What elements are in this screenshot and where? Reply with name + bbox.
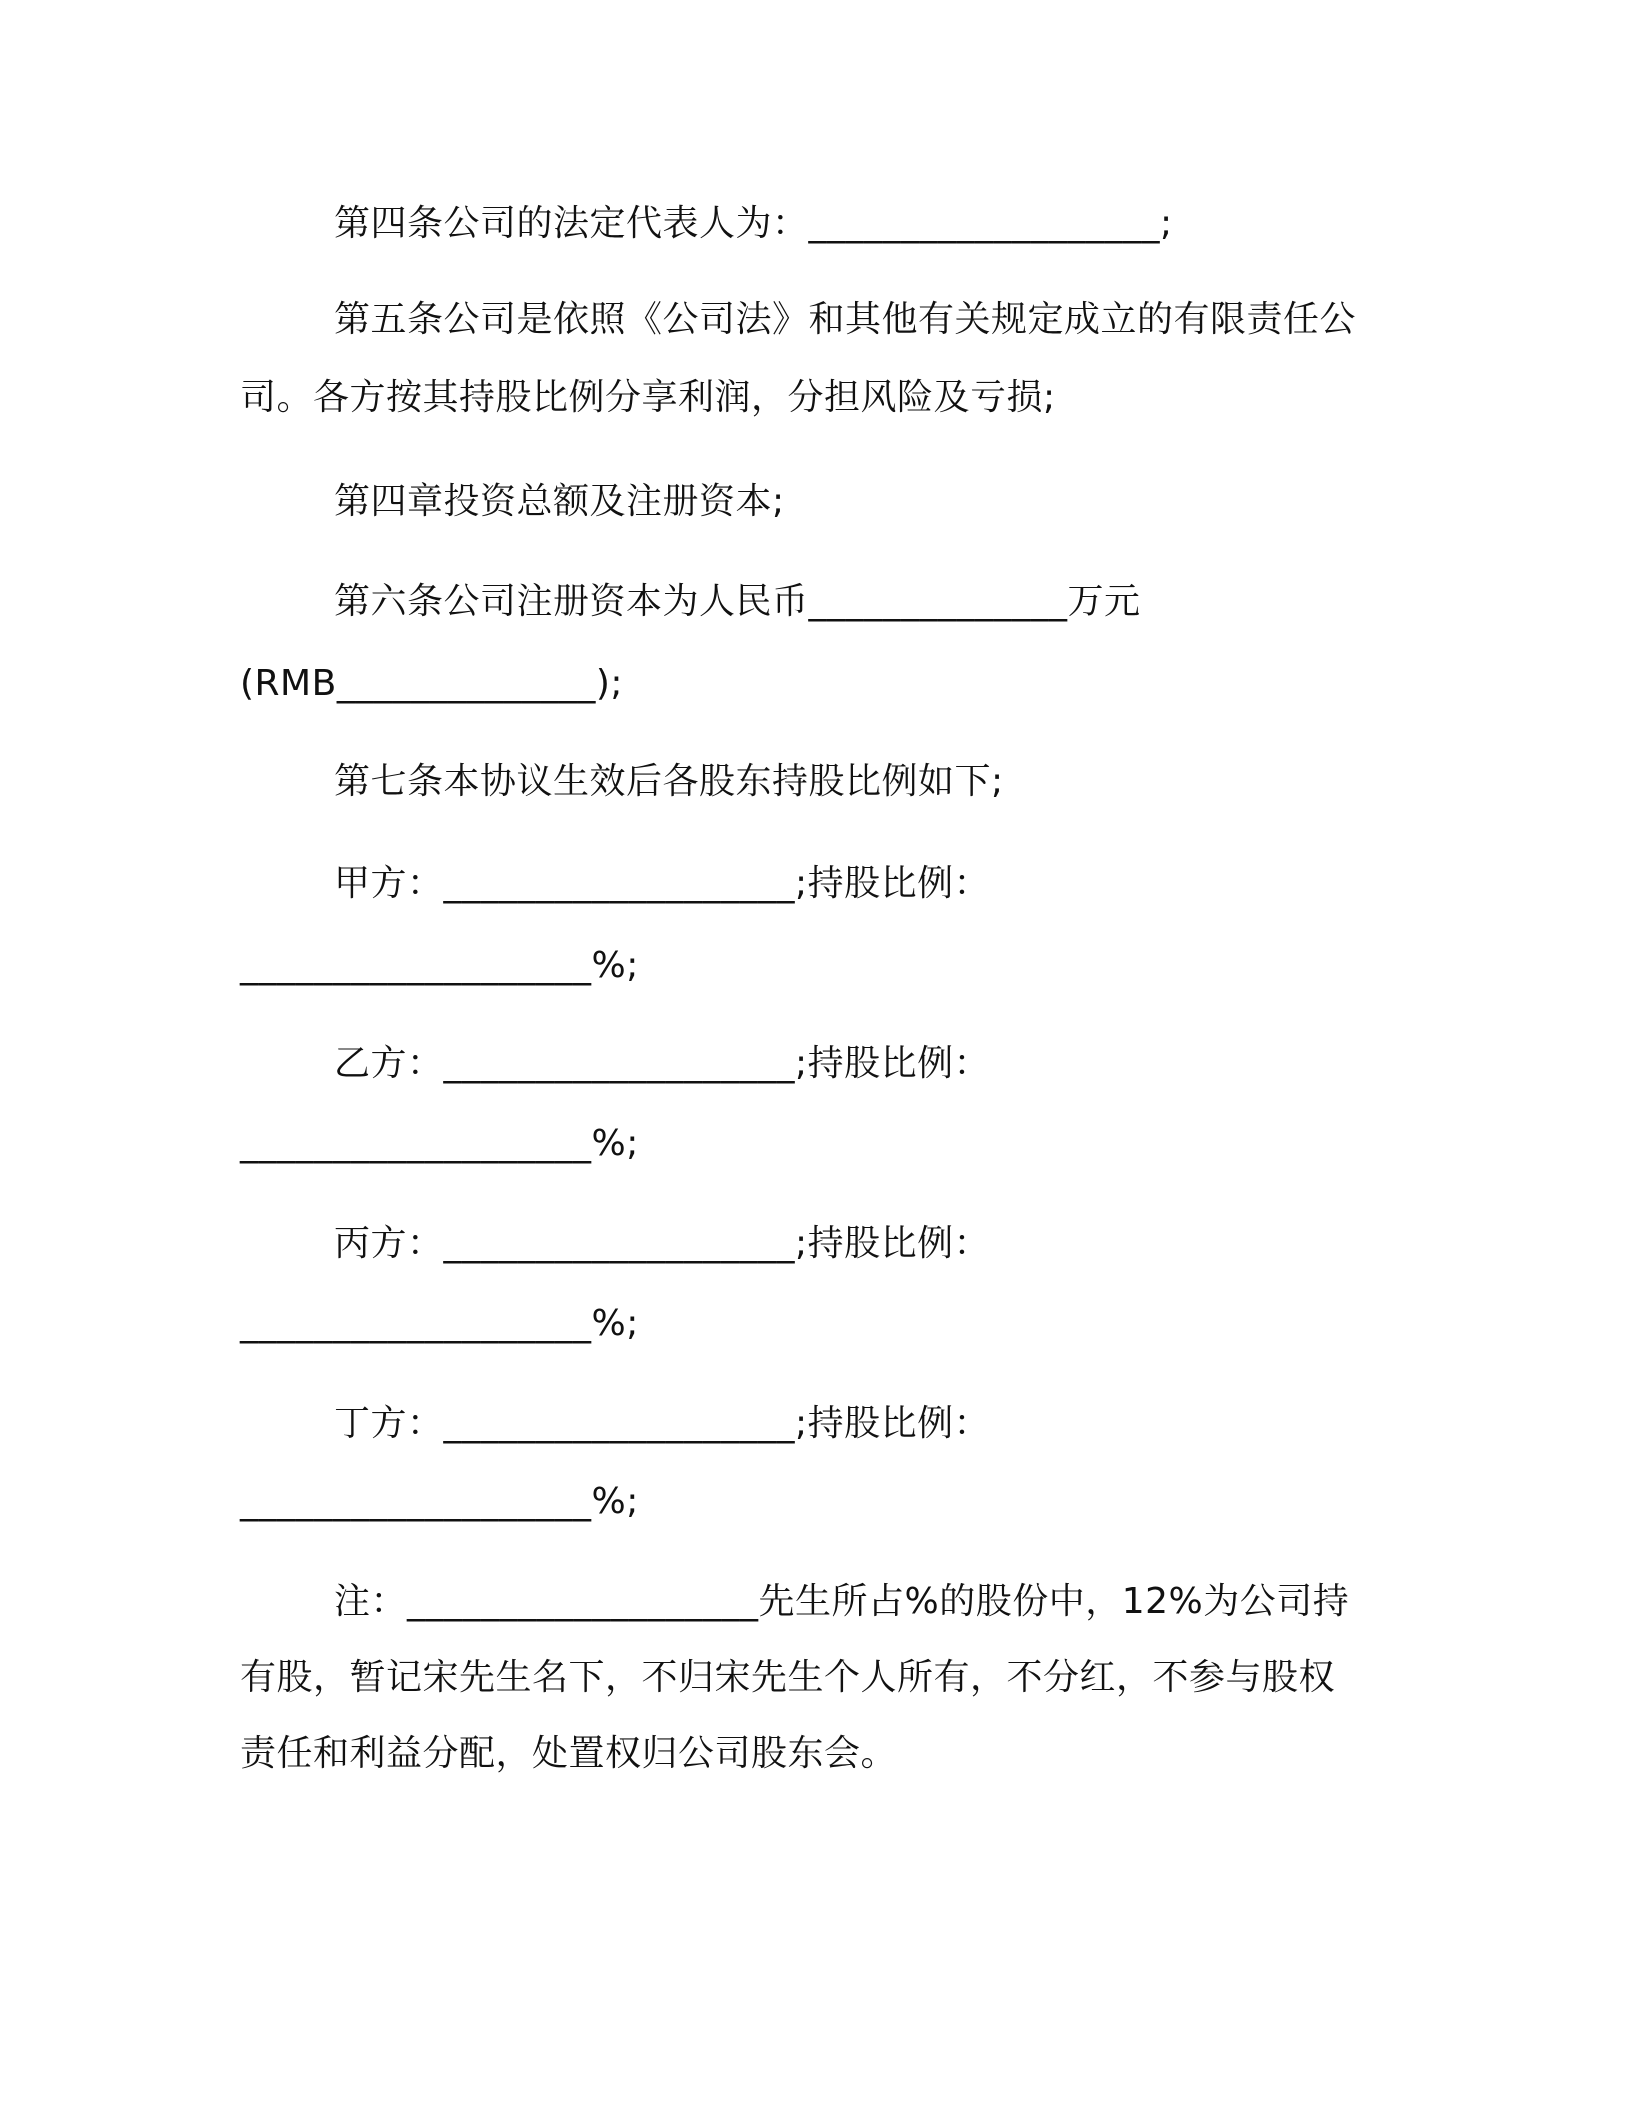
party-c-line: 丙方：___________________;持股比例：	[334, 1223, 991, 1264]
chapter-4-heading: 第四章投资总额及注册资本;	[334, 481, 785, 522]
article-4-legal-representative: 第四条公司的法定代表人为：___________________;	[334, 203, 1173, 244]
party-a-percent: ___________________%;	[240, 945, 639, 986]
party-b-percent: ___________________%;	[240, 1123, 639, 1164]
article-5-line-2: 司。各方按其持股比例分享利润，分担风险及亏损;	[240, 377, 1056, 418]
party-d-line: 丁方：___________________;持股比例：	[334, 1403, 991, 1444]
article-6-line-1: 第六条公司注册资本为人民币______________万元	[334, 581, 1141, 622]
party-d-percent: ___________________%;	[240, 1481, 639, 1522]
article-6-line-2: (RMB______________);	[240, 663, 623, 704]
party-a-line: 甲方：___________________;持股比例：	[334, 863, 991, 904]
note-line-1: 注：___________________先生所占%的股份中，12%为公司持	[334, 1581, 1350, 1622]
article-7-heading: 第七条本协议生效后各股东持股比例如下;	[334, 761, 1004, 802]
note-line-3: 责任和利益分配，处置权归公司股东会。	[240, 1733, 898, 1774]
party-c-percent: ___________________%;	[240, 1303, 639, 1344]
party-b-line: 乙方：___________________;持股比例：	[334, 1043, 991, 1084]
note-line-2: 有股，暂记宋先生名下，不归宋先生个人所有，不分红，不参与股权	[240, 1657, 1336, 1698]
article-5-line-1: 第五条公司是依照《公司法》和其他有关规定成立的有限责任公	[334, 299, 1357, 340]
